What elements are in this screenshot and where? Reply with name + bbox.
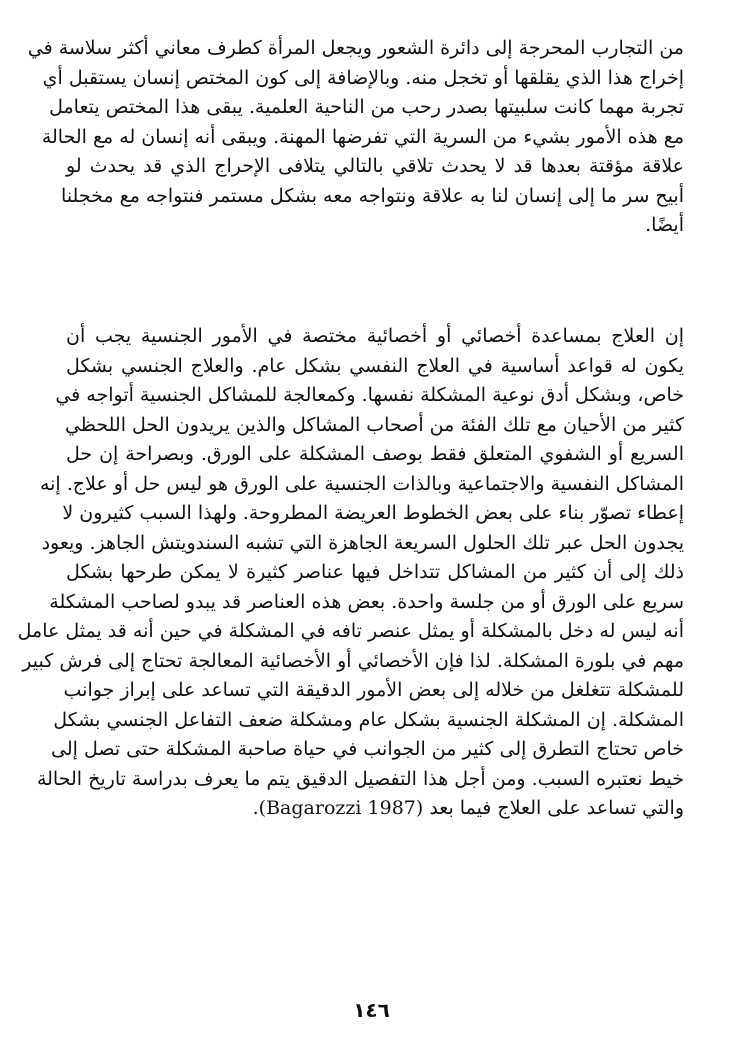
page-number: ١٤٦ <box>353 998 390 1022</box>
paragraph-1 <box>27 34 684 241</box>
paragraph-1-line: مع هذه الأمور بشيء من السرية التي تفرضها المهنة. ويبقى أنه إنسان له مع الحالة <box>41 125 684 148</box>
paragraph-2-line: ذلك إلى أن كثير من المشاكل تتداخل فيها عناصر كثيرة لا يمكن طرحها بشكل <box>66 561 684 583</box>
paragraph-2-line: أنه ليس له دخل بالمشكلة أو يمثل عنصر تافه في المشكلة في حين أنه قد يمثل عامل <box>17 620 684 642</box>
paragraph-2-line: يكون له قواعد أساسية في العلاج النفسي بشكل عام. والعلاج الجنسي بشكل <box>66 354 684 377</box>
paragraph-1-line: تجربة مهما كانت سلبيتها بصدر رحب من الناحية العلمية. يبقى هذا المختص يتعامل <box>49 96 684 118</box>
paragraph-2-line: المشاكل النفسية والاجتماعية وبالذات الجنسية على الورق هو ليس حل أو علاج. إنه <box>39 472 684 495</box>
paragraph-2-line: والتي تساعد على العلاج فيما بعد (Bagarozzi 1987). <box>252 797 684 819</box>
paragraph-2-line: المشكلة. إن المشكلة الجنسية بشكل عام ومشكلة ضعف التفاعل الجنسي بشكل <box>53 708 684 731</box>
paragraph-2 <box>17 322 684 824</box>
paragraph-2-line: للمشكلة تتغلغل من خلاله إلى بعض الأمور الدقيقة التي تساعد على إبراز جوانب <box>63 679 684 701</box>
paragraph-2-line: إن العلاج بمساعدة أخصائي أو أخصائية مختصة في الأمور الجنسية يجب أن <box>66 325 684 347</box>
paragraph-2-line: خاص تحتاج التطرق إلى كثير من الجوانب في حياة صاحبة المشكلة حتى تصل إلى <box>51 738 684 760</box>
paragraph-1-line: أبيح سر ما إلى إنسان لنا به علاقة ونتواجه معه بشكل مستمر فنتواجه مع مخجلنا <box>61 184 684 207</box>
paragraph-2-line: مهم في بلورة المشكلة. لذا فإن الأخصائي أو الأخصائية المعالجة تحتاج إلى فرش كبير <box>22 649 684 672</box>
paragraph-2-line: سريع على الورق أو من جلسة واحدة. بعض هذه العناصر قد يبدو لصاحب المشكلة <box>49 590 684 613</box>
paragraph-2-line: السريع أو الشفوي المتعلق فقط بوصف المشكلة على الورق. وبصراحة إن حل <box>66 443 684 465</box>
paragraph-2-line: كثير من الأحيان مع تلك الفئة من أصحاب المشاكل والذين يريدون الحل اللحظي <box>64 413 684 436</box>
paragraph-1-line: من التجارب المحرجة إلى دائرة الشعور ويجعل المرأة كطرف معاني أكثر سلاسة في <box>27 37 684 59</box>
paragraph-2-line: خاص، وبشكل أدق نوعية المشكلة نفسها. وكمعالجة للمشاكل الجنسية أتواجه في <box>55 384 684 406</box>
paragraph-1-line: أيضًا. <box>645 214 684 236</box>
paragraph-2-line: يجدون الحل عبر تلك الحلول السريعة الجاهزة التي تشبه السندويتش الجاهز. ويعود <box>41 531 684 554</box>
paragraph-2-line: إعطاء تصوّر بناء على بعض الخطوط العريضة المطروحة. ولهذا السبب كثيرون لا <box>62 502 684 524</box>
paragraph-1-line: إخراج هذا الذي يقلقها أو تخجل منه. وبالإضافة إلى كون المختص إنسان يستقبل أي <box>42 66 684 89</box>
paragraph-1-line: علاقة مؤقتة بعدها قد لا يحدث تلاقي بالتالي يتلافى الإحراج الذي قد يحدث لو <box>66 155 684 177</box>
paragraph-2-line: خيط نعتبره السبب. ومن أجل هذا التفصيل الدقيق يتم ما يعرف بدراسة تاريخ الحالة <box>36 767 684 790</box>
